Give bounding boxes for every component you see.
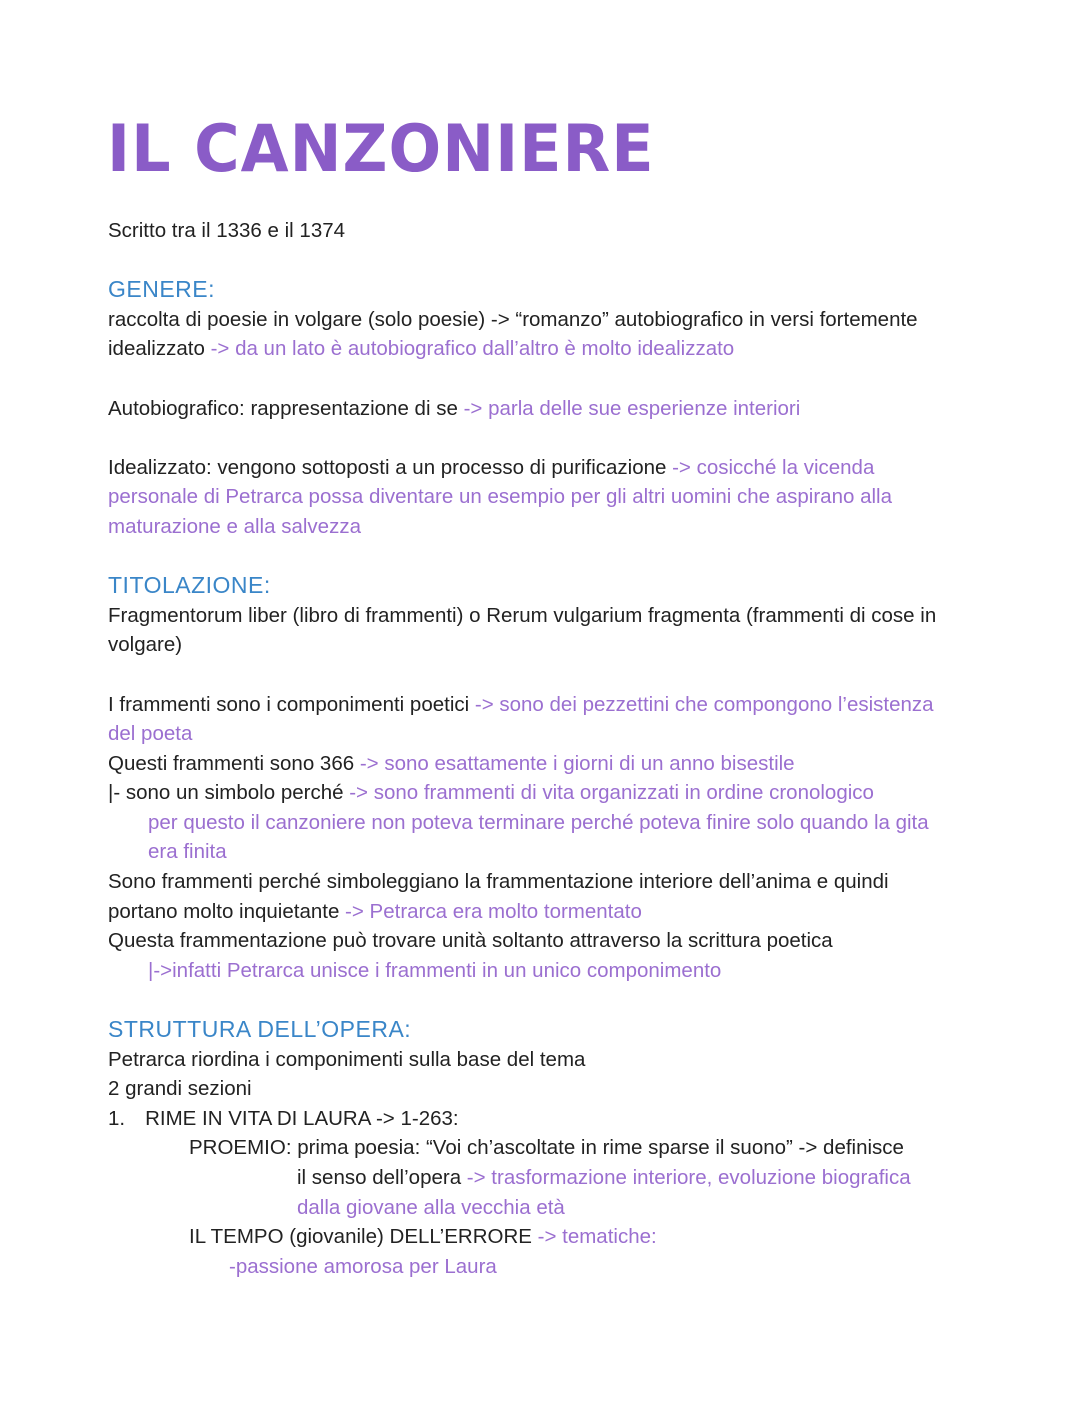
tempo-note: -> tematiche: bbox=[531, 1225, 657, 1249]
frammenti-note-2: del poeta bbox=[108, 722, 193, 746]
proemio-note-2: dalla giovane alla vecchia età bbox=[297, 1195, 565, 1219]
tema-item-1: -passione amorosa per Laura bbox=[229, 1254, 497, 1278]
genere-line-2 bbox=[108, 334, 1008, 364]
genere-line-2-text: idealizzato bbox=[108, 337, 205, 361]
list-item-1-number: 1. bbox=[108, 1106, 126, 1130]
sono-frammenti-line-1: Sono frammenti perché simboleggiano la frammentazione interiore dell’anima e quindi bbox=[108, 870, 889, 894]
unita-note: |->infatti Petrarca unisce i frammenti in un unico componimento bbox=[148, 958, 722, 982]
unita-line: Questa frammentazione può trovare unità soltanto attraverso la scrittura poetica bbox=[108, 929, 833, 953]
autobiografico-note: -> parla delle sue esperienze interiori bbox=[457, 396, 801, 420]
page-title: IL CANZONIERE bbox=[107, 110, 655, 187]
list-item-1 bbox=[108, 1104, 1008, 1134]
sono-frammenti-line-2 bbox=[108, 897, 1008, 927]
titolazione-line-1: Fragmentorum liber (libro di frammenti) o Rerum vulgarium fragmenta (frammenti di cose in bbox=[108, 603, 937, 627]
frammenti-note-1: -> sono dei pezzettini che compongono l’esistenza bbox=[469, 692, 934, 716]
proemio-text-2: il senso dell’opera bbox=[297, 1166, 462, 1189]
tempo-line bbox=[108, 1222, 1008, 1252]
autobiografico-line bbox=[108, 394, 1008, 424]
document-body bbox=[108, 216, 1008, 1281]
simbolo-note-2: per questo il canzoniere non poteva terminare perché poteva finire solo quando la gita bbox=[148, 810, 929, 834]
questi-frammenti-text: Questi frammenti sono 366 bbox=[108, 751, 355, 775]
sono-frammenti-text: portano molto inquietante bbox=[108, 899, 340, 923]
intro-line: Scritto tra il 1336 e il 1374 bbox=[108, 219, 346, 242]
idealizzato-note-3: maturazione e alla salvezza bbox=[108, 514, 361, 538]
proemio-line-2 bbox=[108, 1163, 1008, 1193]
simbolo-text: |- sono un simbolo perché bbox=[108, 781, 344, 805]
struttura-line-1: Petrarca riordina i componimenti sulla base del tema bbox=[108, 1047, 586, 1071]
simbolo-note-3: era finita bbox=[148, 840, 227, 864]
struttura-line-2: 2 grandi sezioni bbox=[108, 1077, 252, 1101]
autobiografico-text: Autobiografico: rappresentazione di se bbox=[108, 396, 458, 420]
simbolo-line bbox=[108, 778, 1008, 808]
titolazione-line-2: volgare) bbox=[108, 633, 183, 657]
proemio-note: -> trasformazione interiore, evoluzione biografica bbox=[461, 1166, 911, 1189]
list-item-1-text: RIME IN VITA DI LAURA -> 1-263: bbox=[145, 1106, 459, 1130]
proemio-line-1: PROEMIO: prima poesia: “Voi ch’ascoltate in rime sparse il suono” -> definisce bbox=[189, 1136, 904, 1160]
simbolo-note: -> sono frammenti di vita organizzati in ordine cronologico bbox=[343, 781, 874, 805]
sono-frammenti-note: -> Petrarca era molto tormentato bbox=[339, 899, 642, 923]
frammenti-line-1 bbox=[108, 690, 1008, 720]
idealizzato-note-2: personale di Petrarca possa diventare un esempio per gli altri uomini che aspirano alla bbox=[108, 485, 892, 509]
questi-frammenti-line bbox=[108, 749, 1008, 779]
tempo-text: IL TEMPO (giovanile) DELL’ERRORE bbox=[189, 1225, 532, 1249]
section-heading-struttura: STRUTTURA DELL’OPERA: bbox=[108, 1016, 412, 1043]
genere-line-2-note: -> da un lato è autobiografico dall’altro è molto idealizzato bbox=[204, 337, 735, 361]
idealizzato-text: Idealizzato: vengono sottoposti a un processo di purificazione bbox=[108, 455, 667, 479]
section-heading-titolazione: TITOLAZIONE: bbox=[108, 572, 271, 599]
idealizzato-line-1 bbox=[108, 453, 1008, 483]
idealizzato-note-1: -> cosicché la vicenda bbox=[666, 455, 875, 479]
frammenti-text: I frammenti sono i componimenti poetici bbox=[108, 692, 470, 716]
questi-frammenti-note: -> sono esattamente i giorni di un anno bisestile bbox=[354, 751, 795, 775]
genere-line-1: raccolta di poesie in volgare (solo poesie) -> “romanzo” autobiografico in versi fortemente bbox=[108, 307, 918, 331]
section-heading-genere: GENERE: bbox=[108, 276, 216, 303]
